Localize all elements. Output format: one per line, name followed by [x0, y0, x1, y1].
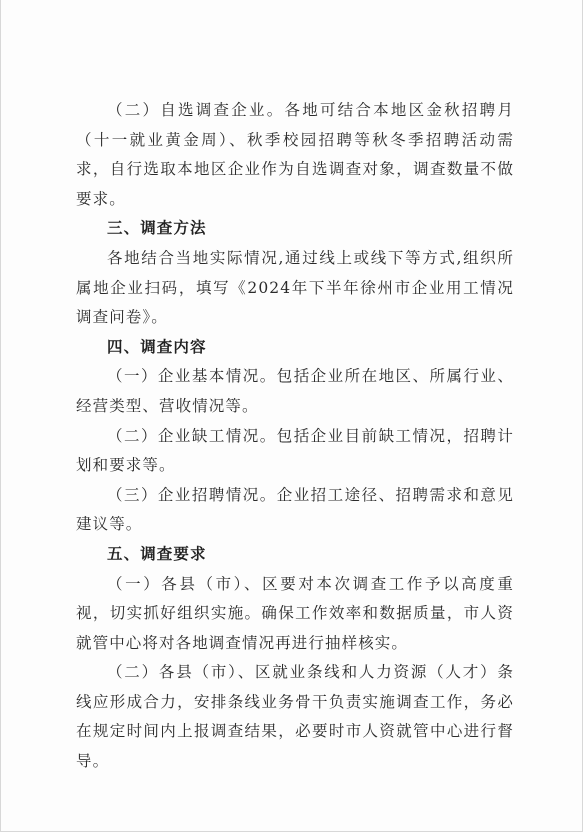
paragraph-recruitment: （三）企业招聘情况。企业招工途径、招聘需求和意见建议等。 [76, 485, 514, 534]
paragraph-self-selected-survey: （二）自选调查企业。各地可结合本地区金秋招聘月（十一就业黄金周）、秋季校园招聘等秋冬季招聘活动需求，自行选取本地区企业作为自选调查对象，调查数量不做要求。 [76, 101, 514, 208]
paragraph-requirement-one: （一）各县（市）、区要对本次调查工作予以高度重视，切实抓好组织实施。确保工作效率和数据质量，市人资就管中心将对各地调查情况再进行抽样核实。 [76, 574, 514, 652]
document-body [76, 96, 514, 777]
paragraph-requirement-two: （二）各县（市）、区就业条线和人力资源（人才）条线应形成合力，安排条线业务骨干负责实施调查工作，务必在规定时间内上报调查结果，必要时市人资就管中心进行督导。 [76, 663, 514, 771]
heading-survey-requirements: 五、调查要求 [107, 544, 207, 563]
paragraph-survey-method: 各地结合当地实际情况,通过线上或线下等方式,组织所属地企业扫码，填写《2024年下半年徐州市企业用工情况调查问卷》。 [76, 248, 514, 327]
heading-survey-method: 三、调查方法 [107, 219, 207, 238]
paragraph-basic-info: （一）企业基本情况。包括企业所在地区、所属行业、经营类型、营收情况等。 [76, 367, 514, 415]
paragraph-labor-shortage: （二）企业缺工情况。包括企业目前缺工情况，招聘计划和要求等。 [76, 426, 514, 475]
heading-survey-content: 四、调查内容 [107, 337, 207, 356]
